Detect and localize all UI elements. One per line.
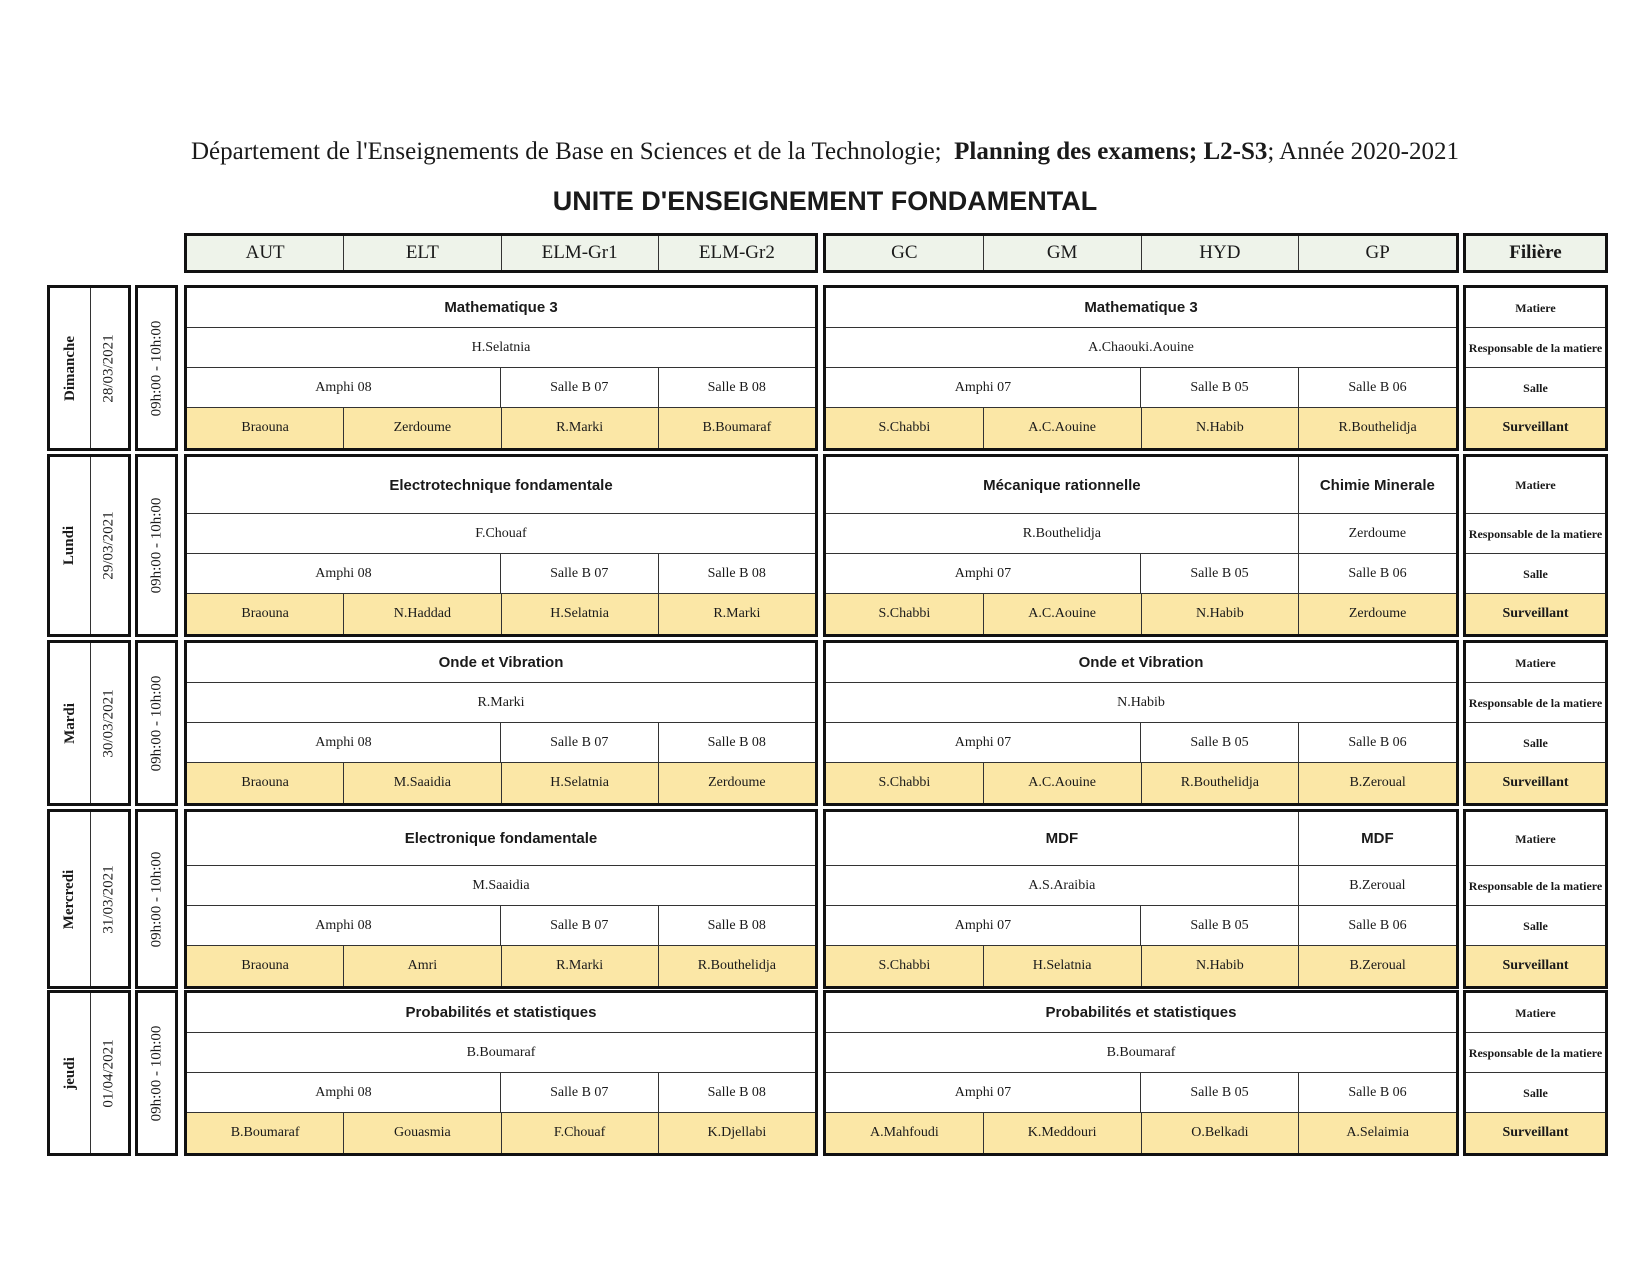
responsible-cell: F.Chouaf (475, 525, 527, 541)
filiere-row (1466, 812, 1605, 866)
supervisor-cell: Gouasmia (344, 1113, 501, 1153)
responsible-cell: A.Chaouki.Aouine (1088, 339, 1194, 355)
exam-date: 28/03/2021 (101, 333, 117, 403)
responsable-label: Responsable de la matiere (1468, 1045, 1603, 1060)
supervisor-cell: Zerdoume (344, 408, 501, 448)
supervisor-row (187, 763, 815, 803)
day-date-box (47, 640, 131, 806)
supervisor-cell: N.Habib (1142, 594, 1300, 634)
supervisor-cell: A.C.Aouine (984, 408, 1142, 448)
supervisor-row (187, 594, 815, 634)
document-header (0, 138, 1650, 166)
supervisor-cell: R.Marki (713, 606, 761, 621)
room-cell: Salle B 05 (1141, 1073, 1299, 1112)
room-cell: Amphi 08 (187, 1073, 501, 1112)
right-group-grid (823, 285, 1459, 451)
room-row (187, 554, 815, 594)
responsible-row (826, 683, 1456, 723)
supervisor-cell: H.Selatnia (984, 946, 1142, 986)
room-cell: Salle B 08 (707, 565, 766, 581)
room-cell: Salle B 07 (501, 554, 659, 593)
supervisor-cell: S.Chabbi (826, 408, 984, 448)
department-name: Département de l'Enseignements de Base en Sciences et de la Technologie; (190, 138, 942, 165)
filiere-label-grid (1463, 809, 1608, 989)
responsible-row (187, 514, 815, 554)
subject-row (826, 643, 1456, 683)
supervisor-cell: B.Boumaraf (702, 420, 772, 435)
supervisor-row (187, 946, 815, 986)
subject-row (826, 457, 1456, 514)
supervisor-cell: K.Meddouri (984, 1113, 1142, 1153)
supervisor-row (826, 946, 1456, 986)
column-header-right (823, 233, 1459, 273)
room-cell: Amphi 07 (826, 906, 1141, 945)
salle-label: Salle (1523, 735, 1548, 750)
filiere-row (1466, 866, 1605, 906)
room-row (187, 906, 815, 946)
supervisor-cell: Zerdoume (708, 775, 766, 790)
supervisor-cell: S.Chabbi (826, 763, 984, 803)
surveillant-label: Surveillant (1502, 606, 1569, 621)
filiere-row (1466, 594, 1605, 634)
time-box (135, 640, 178, 806)
supervisor-row (826, 408, 1456, 448)
supervisor-cell: B.Boumaraf (187, 1113, 344, 1153)
supervisor-cell: N.Habib (1142, 946, 1300, 986)
day-block-lundi (0, 454, 1650, 637)
surveillant-label: Surveillant (1502, 958, 1569, 973)
responsible-row (187, 683, 815, 723)
surveillant-label: Surveillant (1502, 1125, 1569, 1140)
supervisor-cell: A.C.Aouine (984, 594, 1142, 634)
supervisor-row (826, 763, 1456, 803)
responsible-row (826, 866, 1456, 906)
supervisor-row (826, 1113, 1456, 1153)
salle-label: Salle (1523, 566, 1548, 581)
supervisor-cell: H.Selatnia (502, 763, 659, 803)
room-cell: Salle B 08 (707, 1084, 766, 1100)
filiere-row (1466, 906, 1605, 946)
day-date-box (47, 285, 131, 451)
right-group-grid (823, 640, 1459, 806)
filiere-row (1466, 643, 1605, 683)
supervisor-cell: S.Chabbi (826, 946, 984, 986)
supervisor-cell: O.Belkadi (1142, 1113, 1300, 1153)
left-group-grid (184, 454, 818, 637)
room-cell: Salle B 07 (501, 368, 659, 407)
filiere-header-label: Filière (1509, 242, 1562, 263)
responsable-label: Responsable de la matiere (1468, 695, 1603, 710)
filiere-label-grid (1463, 285, 1608, 451)
room-row (826, 723, 1456, 763)
filiere-header (1463, 233, 1608, 273)
day-name: Lundi (61, 525, 78, 566)
exam-date: 29/03/2021 (101, 511, 117, 580)
subject-cell: Probabilités et statistiques (1045, 1004, 1237, 1021)
day-name: Mercredi (61, 869, 78, 929)
left-group-grid (184, 285, 818, 451)
responsible-cell: B.Boumaraf (1106, 1044, 1176, 1060)
supervisor-cell: R.Marki (502, 408, 659, 448)
room-cell: Salle B 08 (707, 734, 766, 750)
responsable-label: Responsable de la matiere (1468, 526, 1603, 541)
salle-label: Salle (1523, 380, 1548, 395)
supervisor-cell: B.Zeroual (1349, 958, 1406, 973)
page-title: UNITE D'ENSEIGNEMENT FONDAMENTAL (552, 186, 1098, 216)
exam-date: 31/03/2021 (101, 864, 117, 934)
matiere-label: Matiere (1515, 1005, 1556, 1020)
day-block-dimanche (0, 285, 1650, 451)
right-group-grid (823, 990, 1459, 1156)
column-header-left (184, 233, 818, 273)
room-cell: Salle B 05 (1141, 554, 1299, 593)
matiere-label: Matiere (1515, 655, 1556, 670)
subject-row (826, 993, 1456, 1033)
column-header: GC (826, 236, 984, 270)
responsible-cell: B.Boumaraf (466, 1044, 536, 1060)
filiere-row (1466, 993, 1605, 1033)
supervisor-cell: Braouna (187, 408, 344, 448)
filiere-row (1466, 368, 1605, 408)
supervisor-cell: A.Selaimia (1346, 1125, 1409, 1140)
supervisor-cell: S.Chabbi (826, 594, 984, 634)
right-group-grid (823, 454, 1459, 637)
time-box (135, 809, 178, 989)
responsible-row (826, 514, 1456, 554)
supervisor-cell: B.Zeroual (1349, 775, 1406, 790)
responsible-row (187, 1033, 815, 1073)
subject-cell: Electrotechnique fondamentale (389, 476, 613, 494)
responsible-row (187, 866, 815, 906)
room-row (826, 368, 1456, 408)
time-box (135, 990, 178, 1156)
filiere-label-grid (1463, 990, 1608, 1156)
supervisor-cell: R.Bouthelidja (1338, 420, 1417, 435)
room-cell: Amphi 08 (187, 368, 501, 407)
matiere-label: Matiere (1515, 831, 1556, 846)
filiere-row (1466, 683, 1605, 723)
responsible-cell: R.Marki (477, 694, 525, 710)
day-block-mercredi (0, 809, 1650, 989)
exam-time: 09h:00 - 10h:00 (148, 497, 164, 594)
gp-responsible-cell: Zerdoume (1348, 525, 1407, 541)
room-cell: Salle B 05 (1141, 906, 1299, 945)
subject-cell: Onde et Vibration (1078, 654, 1204, 671)
responsible-cell: A.S.Araibia (826, 866, 1299, 905)
supervisor-row (826, 594, 1456, 634)
time-box (135, 454, 178, 637)
column-header: ELM-Gr1 (502, 236, 659, 270)
column-header: ELM-Gr2 (698, 242, 775, 263)
room-cell: Salle B 05 (1141, 368, 1299, 407)
exam-date: 01/04/2021 (101, 1038, 117, 1108)
day-name: Dimanche (61, 335, 78, 401)
supervisor-cell: N.Habib (1142, 408, 1300, 448)
day-date-box (47, 454, 131, 637)
room-row (187, 368, 815, 408)
room-cell: Salle B 07 (501, 1073, 659, 1112)
room-cell: Amphi 07 (826, 1073, 1141, 1112)
filiere-row (1466, 1033, 1605, 1073)
filiere-row (1466, 1073, 1605, 1113)
day-block-jeudi (0, 990, 1650, 1156)
supervisor-cell: Amri (344, 946, 501, 986)
subject-cell: Onde et Vibration (438, 654, 564, 671)
left-group-grid (184, 990, 818, 1156)
room-cell: Salle B 08 (707, 917, 766, 933)
room-cell: Salle B 07 (501, 723, 659, 762)
day-name: jeudi (61, 1056, 78, 1090)
supervisor-cell: F.Chouaf (502, 1113, 659, 1153)
surveillant-label: Surveillant (1502, 775, 1569, 790)
column-header: HYD (1142, 236, 1300, 270)
responsible-row (826, 328, 1456, 368)
subject-row (826, 812, 1456, 866)
room-cell: Salle B 07 (501, 906, 659, 945)
supervisor-cell: A.C.Aouine (984, 763, 1142, 803)
room-cell: Salle B 06 (1348, 734, 1407, 750)
column-header: GM (984, 236, 1142, 270)
room-cell: Salle B 06 (1348, 379, 1407, 395)
room-cell: Salle B 05 (1141, 723, 1299, 762)
day-date-box (47, 990, 131, 1156)
responsible-cell: N.Habib (1117, 694, 1165, 710)
left-group-grid (184, 809, 818, 989)
responsible-row (826, 1033, 1456, 1073)
filiere-row (1466, 328, 1605, 368)
gp-subject-cell: Chimie Minerale (1319, 476, 1435, 494)
time-box (135, 285, 178, 451)
supervisor-cell: Braouna (187, 946, 344, 986)
subject-cell: MDF (826, 812, 1299, 865)
subject-cell: Mécanique rationnelle (826, 457, 1299, 513)
subject-row (187, 457, 815, 514)
subject-cell: Mathematique 3 (1084, 299, 1198, 316)
room-cell: Salle B 06 (1348, 917, 1407, 933)
supervisor-cell: R.Marki (502, 946, 659, 986)
subject-row (187, 812, 815, 866)
filiere-row (1466, 763, 1605, 803)
subject-row (187, 643, 815, 683)
gp-responsible-cell: B.Zeroual (1349, 877, 1406, 893)
room-row (826, 1073, 1456, 1113)
supervisor-row (187, 408, 815, 448)
room-row (187, 1073, 815, 1113)
exam-time: 09h:00 - 10h:00 (148, 320, 164, 416)
subject-cell: Mathematique 3 (444, 299, 558, 316)
exam-date: 30/03/2021 (101, 688, 117, 758)
subject-cell: Electronique fondamentale (404, 830, 598, 847)
gp-subject-cell: MDF (1361, 830, 1394, 847)
subject-row (826, 288, 1456, 328)
filiere-row (1466, 554, 1605, 594)
filiere-label-grid (1463, 454, 1608, 637)
day-name: Mardi (61, 702, 78, 744)
salle-label: Salle (1523, 1085, 1548, 1100)
supervisor-cell: Zerdoume (1348, 606, 1407, 621)
exam-time: 09h:00 - 10h:00 (148, 675, 164, 771)
academic-year: ; Année 2020-2021 (1267, 138, 1459, 165)
filiere-row (1466, 946, 1605, 986)
column-header: AUT (187, 236, 344, 270)
subject-row (187, 288, 815, 328)
supervisor-cell: R.Bouthelidja (1142, 763, 1300, 803)
matiere-label: Matiere (1515, 300, 1556, 315)
supervisor-cell: K.Djellabi (707, 1125, 767, 1140)
left-group-grid (184, 640, 818, 806)
day-date-box (47, 809, 131, 989)
room-cell: Amphi 08 (187, 906, 501, 945)
filiere-row (1466, 408, 1605, 448)
day-block-mardi (0, 640, 1650, 806)
exam-time: 09h:00 - 10h:00 (148, 851, 164, 947)
room-cell: Amphi 07 (826, 723, 1141, 762)
exam-time: 09h:00 - 10h:00 (148, 1025, 164, 1121)
filiere-label-grid (1463, 640, 1608, 806)
column-header: ELT (344, 236, 501, 270)
filiere-row (1466, 723, 1605, 763)
supervisor-cell: N.Haddad (344, 594, 501, 634)
surveillant-label: Surveillant (1502, 420, 1569, 435)
responsible-cell: M.Saaidia (472, 877, 530, 893)
matiere-label: Matiere (1515, 478, 1556, 492)
filiere-row (1466, 457, 1605, 514)
planning-label: Planning des examens; L2-S3 (954, 138, 1268, 165)
room-cell: Salle B 06 (1348, 1084, 1407, 1100)
room-cell: Amphi 08 (187, 723, 501, 762)
supervisor-cell: Braouna (187, 763, 344, 803)
responsible-row (187, 328, 815, 368)
filiere-row (1466, 1113, 1605, 1153)
column-header: GP (1365, 242, 1390, 263)
room-row (826, 554, 1456, 594)
room-cell: Amphi 07 (826, 368, 1141, 407)
responsable-label: Responsable de la matiere (1468, 878, 1603, 893)
room-cell: Amphi 07 (826, 554, 1141, 593)
room-cell: Salle B 06 (1348, 565, 1407, 581)
supervisor-cell: A.Mahfoudi (826, 1113, 984, 1153)
responsible-cell: R.Bouthelidja (826, 514, 1299, 553)
filiere-row (1466, 288, 1605, 328)
responsable-label: Responsable de la matiere (1468, 340, 1603, 355)
room-row (826, 906, 1456, 946)
subject-row (187, 993, 815, 1033)
supervisor-cell: Braouna (187, 594, 344, 634)
supervisor-row (187, 1113, 815, 1153)
supervisor-cell: H.Selatnia (502, 594, 659, 634)
room-cell: Salle B 08 (707, 379, 766, 395)
room-row (187, 723, 815, 763)
salle-label: Salle (1523, 918, 1548, 933)
filiere-row (1466, 514, 1605, 554)
subject-cell: Probabilités et statistiques (405, 1004, 597, 1021)
room-cell: Amphi 08 (187, 554, 501, 593)
supervisor-cell: R.Bouthelidja (697, 958, 776, 973)
right-group-grid (823, 809, 1459, 989)
supervisor-cell: M.Saaidia (344, 763, 501, 803)
responsible-cell: H.Selatnia (471, 339, 531, 355)
